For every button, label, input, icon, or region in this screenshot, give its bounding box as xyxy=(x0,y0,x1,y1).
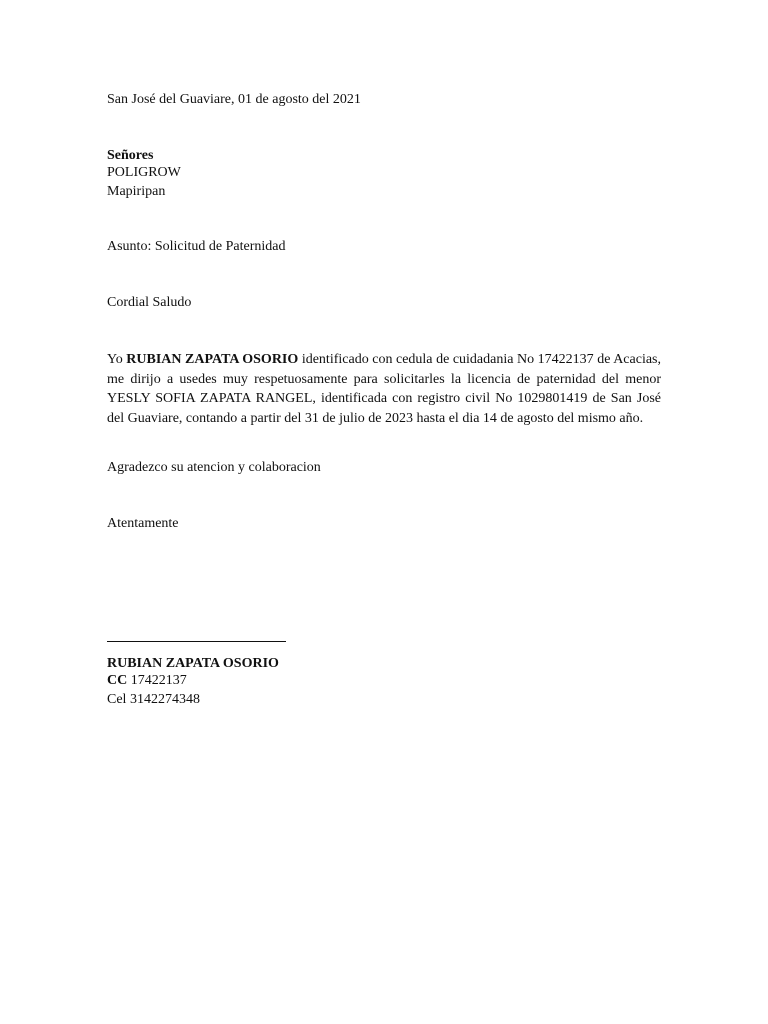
signature-id xyxy=(107,672,187,689)
recipient-city: Mapiripan xyxy=(107,184,166,199)
body-intro: Yo xyxy=(107,352,127,367)
signature-id-label: CC xyxy=(107,673,128,688)
thanks-line: Agradezco su atencion y colaboracion xyxy=(107,460,321,475)
body-sender-name: RUBIAN ZAPATA OSORIO xyxy=(126,352,299,367)
body-paragraph xyxy=(107,350,661,428)
recipient-company: POLIGROW xyxy=(107,165,181,180)
place-date: San José del Guaviare, 01 de agosto del 2021 xyxy=(107,92,361,107)
greeting: Cordial Saludo xyxy=(107,295,192,310)
signature-name: RUBIAN ZAPATA OSORIO xyxy=(107,656,279,671)
subject-line: Asunto: Solicitud de Paternidad xyxy=(107,239,286,254)
signature-phone: Cel 3142274348 xyxy=(107,692,200,707)
signature-line xyxy=(107,641,286,642)
body-text: identificado con cedula de cuidadania No 17422137 de Acacias, me dirijo a usedes muy respetuosamente para solicitarles la licencia de paternidad del menor YESLY SOFIA ZAPATA RANGEL, identificada con registro civil No 1029801419 de San José del Guaviare, contando a partir del 31 de julio de 2023 hasta el dia 14 de agosto del mismo año. xyxy=(107,352,662,426)
signature-id-value: 17422137 xyxy=(127,673,187,688)
recipient-salutation: Señores xyxy=(107,148,154,163)
closing-line: Atentamente xyxy=(107,516,179,531)
